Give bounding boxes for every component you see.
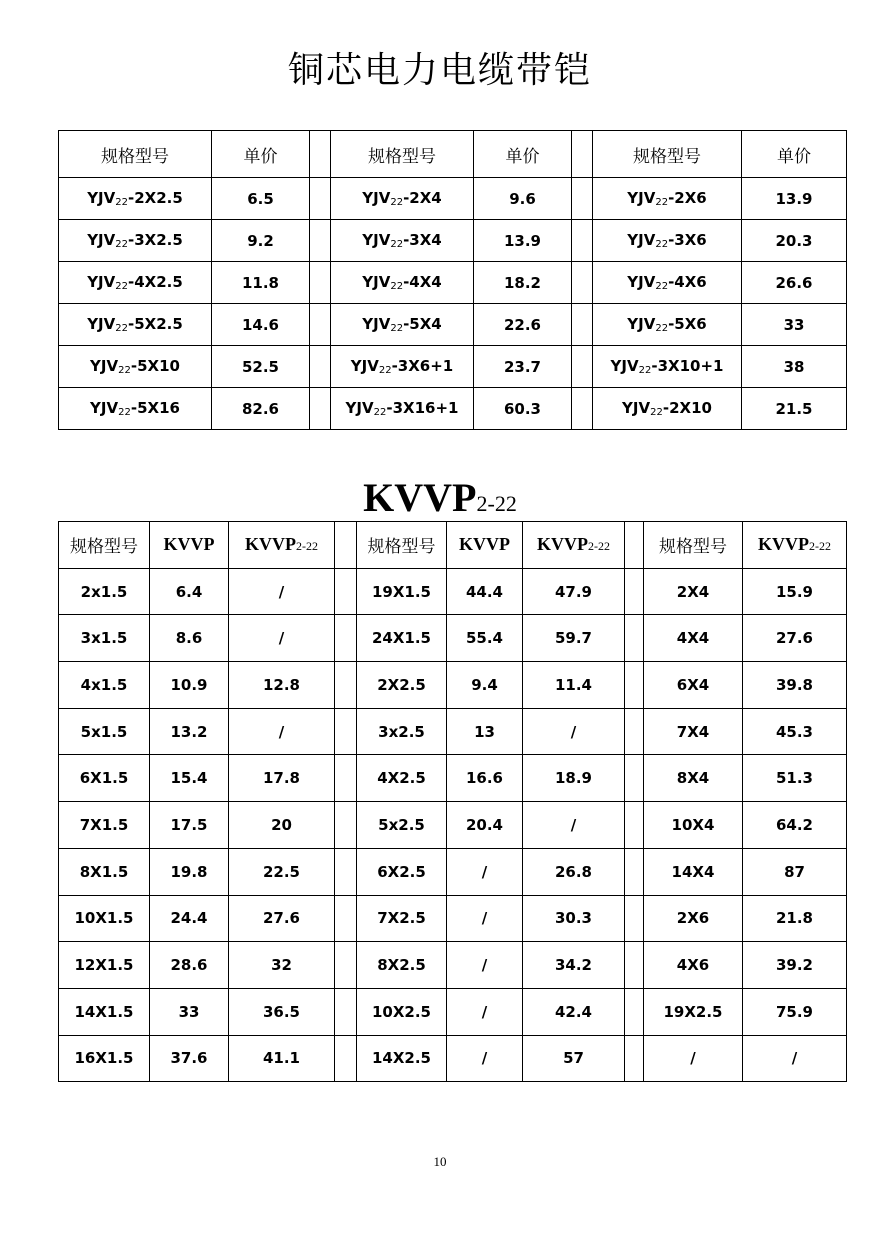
price-cell: 26.6 (742, 262, 847, 304)
kvvp-price-cell: 44.4 (447, 568, 523, 615)
spec-cell: 10X1.5 (59, 895, 150, 942)
spec-cell: 12X1.5 (59, 942, 150, 989)
spec-cell: 8X2.5 (357, 942, 447, 989)
kvvp2-22-price-cell: 34.2 (523, 942, 625, 989)
header-kvvp2-main: KVVP (245, 534, 296, 555)
kvvp-price-cell: 15.4 (150, 755, 229, 802)
model-prefix: YJV (610, 357, 639, 375)
kvvp-price-cell: 19.8 (150, 848, 229, 895)
kvvp2-22-price-cell: 47.9 (523, 568, 625, 615)
column-gap (335, 988, 357, 1035)
column-gap (310, 220, 331, 262)
kvvp2-22-price-cell: 87 (743, 848, 847, 895)
model-cell (59, 346, 212, 388)
model-subscript: 22 (655, 323, 669, 334)
price-cell: 60.3 (474, 388, 572, 430)
column-gap (335, 755, 357, 802)
model-spec: -3X6+1 (391, 357, 454, 375)
model-prefix: YJV (362, 315, 391, 333)
column-gap (335, 522, 357, 569)
kvvp-price-cell: 55.4 (447, 615, 523, 662)
kvvp2-22-price-cell: 12.8 (229, 662, 335, 709)
spec-cell: 3x2.5 (357, 708, 447, 755)
table-row (59, 848, 847, 895)
model-subscript: 22 (115, 323, 128, 334)
kvvp2-22-price-cell: 45.3 (743, 708, 847, 755)
kvvp-section-title (0, 474, 880, 522)
kvvp2-22-price-cell: / (743, 1035, 847, 1082)
kvvp-price-cell: 8.6 (150, 615, 229, 662)
kvvp-price-cell: 33 (150, 988, 229, 1035)
kvvp2-22-price-cell: 18.9 (523, 755, 625, 802)
spec-cell: 2X4 (644, 568, 743, 615)
kvvp2-22-price-cell: / (229, 568, 335, 615)
model-prefix: YJV (87, 189, 116, 207)
table-row (59, 568, 847, 615)
model-subscript: 22 (650, 407, 663, 418)
spec-cell: 14X2.5 (357, 1035, 447, 1082)
model-cell (59, 388, 212, 430)
model-cell (593, 388, 742, 430)
spec-cell: 4X2.5 (357, 755, 447, 802)
model-subscript: 22 (390, 197, 404, 208)
spec-cell: 4x1.5 (59, 662, 150, 709)
kvvp-price-cell: 16.6 (447, 755, 523, 802)
kvvp-price-cell: / (447, 848, 523, 895)
column-gap (310, 304, 331, 346)
price-cell: 9.2 (212, 220, 310, 262)
kvvp2-22-price-cell: 75.9 (743, 988, 847, 1035)
price-cell: 82.6 (212, 388, 310, 430)
model-spec: -4X6 (668, 273, 707, 291)
kvvp-price-cell: / (447, 895, 523, 942)
model-spec: -5X10 (130, 357, 180, 375)
model-prefix: YJV (87, 231, 116, 249)
yjv22-price-table (58, 130, 847, 430)
kvvp-title-main: KVVP (363, 475, 477, 520)
model-subscript: 22 (655, 281, 669, 292)
model-cell (593, 346, 742, 388)
model-prefix: YJV (90, 357, 119, 375)
column-gap (625, 895, 644, 942)
model-spec: -3X10+1 (651, 357, 724, 375)
spec-cell: 19X1.5 (357, 568, 447, 615)
column-gap (625, 802, 644, 849)
column-gap (625, 662, 644, 709)
column-gap (572, 346, 593, 388)
model-spec: -5X4 (403, 315, 442, 333)
column-gap (625, 1035, 644, 1082)
column-gap (310, 131, 331, 178)
kvvp2-22-price-cell: 15.9 (743, 568, 847, 615)
table-row (59, 178, 847, 220)
price-cell: 23.7 (474, 346, 572, 388)
model-subscript: 22 (115, 281, 128, 292)
spec-cell: 19X2.5 (644, 988, 743, 1035)
model-cell (593, 220, 742, 262)
column-gap (335, 942, 357, 989)
model-prefix: YJV (627, 231, 656, 249)
column-gap (572, 388, 593, 430)
model-spec: -4X2.5 (127, 273, 183, 291)
model-prefix: YJV (87, 273, 116, 291)
spec-cell: 2X2.5 (357, 662, 447, 709)
header-spec: 规格型号 (59, 522, 150, 569)
model-subscript: 22 (655, 239, 669, 250)
model-prefix: YJV (622, 399, 651, 417)
price-cell: 11.8 (212, 262, 310, 304)
kvvp-price-cell: / (447, 942, 523, 989)
kvvp2-22-price-cell: / (523, 802, 625, 849)
spec-cell: 5x2.5 (357, 802, 447, 849)
column-gap (310, 346, 331, 388)
kvvp-price-cell: 28.6 (150, 942, 229, 989)
spec-cell: / (644, 1035, 743, 1082)
table-row (59, 988, 847, 1035)
header-kvvp: KVVP (150, 522, 229, 569)
header-kvvp2-sub: 2-22 (809, 539, 831, 554)
price-cell: 33 (742, 304, 847, 346)
column-gap (335, 662, 357, 709)
spec-cell: 4X4 (644, 615, 743, 662)
kvvp2-22-price-cell: 51.3 (743, 755, 847, 802)
table-row (59, 802, 847, 849)
table-row (59, 708, 847, 755)
model-cell (59, 178, 212, 220)
model-cell (331, 388, 474, 430)
model-spec: -5X16 (130, 399, 180, 417)
column-gap (335, 895, 357, 942)
price-cell: 9.6 (474, 178, 572, 220)
price-cell: 13.9 (742, 178, 847, 220)
kvvp2-22-price-cell: 39.2 (743, 942, 847, 989)
header-kvvp2-22 (523, 522, 625, 569)
kvvp2-22-price-cell: 30.3 (523, 895, 625, 942)
spec-cell: 10X2.5 (357, 988, 447, 1035)
model-prefix: YJV (90, 399, 119, 417)
model-subscript: 22 (115, 239, 128, 250)
model-spec: -5X6 (668, 315, 707, 333)
model-cell (59, 262, 212, 304)
kvvp-price-cell: 17.5 (150, 802, 229, 849)
model-subscript: 22 (378, 365, 392, 376)
column-gap (572, 304, 593, 346)
model-subscript: 22 (118, 407, 131, 418)
model-spec: -4X4 (403, 273, 442, 291)
kvvp2-22-price-cell: 20 (229, 802, 335, 849)
kvvp2-22-price-cell: 59.7 (523, 615, 625, 662)
table-row (59, 895, 847, 942)
model-spec: -2X4 (403, 189, 442, 207)
spec-cell: 8X1.5 (59, 848, 150, 895)
column-gap (572, 131, 593, 178)
model-prefix: YJV (627, 315, 656, 333)
model-cell (593, 304, 742, 346)
table-row (59, 220, 847, 262)
table-row (59, 755, 847, 802)
column-gap (310, 262, 331, 304)
table-row (59, 304, 847, 346)
column-gap (335, 848, 357, 895)
spec-cell: 4X6 (644, 942, 743, 989)
kvvp-price-cell: 24.4 (150, 895, 229, 942)
header-kvvp2-22 (743, 522, 847, 569)
table-row (59, 1035, 847, 1082)
header-spec: 规格型号 (331, 131, 474, 178)
kvvp2-22-price-cell: 22.5 (229, 848, 335, 895)
model-spec: -2X6 (668, 189, 707, 207)
model-prefix: YJV (362, 189, 391, 207)
table-row (59, 662, 847, 709)
column-gap (572, 220, 593, 262)
header-spec: 规格型号 (357, 522, 447, 569)
price-cell: 6.5 (212, 178, 310, 220)
model-cell (59, 304, 212, 346)
header-price: 单价 (474, 131, 572, 178)
table-row (59, 346, 847, 388)
kvvp2-22-price-cell: 27.6 (743, 615, 847, 662)
price-cell: 22.6 (474, 304, 572, 346)
model-spec: -3X2.5 (127, 231, 183, 249)
spec-cell: 8X4 (644, 755, 743, 802)
header-spec: 规格型号 (644, 522, 743, 569)
kvvp2-22-price-cell: 26.8 (523, 848, 625, 895)
price-cell: 13.9 (474, 220, 572, 262)
header-kvvp2-main: KVVP (758, 534, 809, 555)
kvvp2-22-price-cell: 42.4 (523, 988, 625, 1035)
model-prefix: YJV (362, 273, 391, 291)
kvvp2-22-price-cell: 17.8 (229, 755, 335, 802)
kvvp2-22-price-cell: 27.6 (229, 895, 335, 942)
kvvp-title-sub: 2-22 (476, 491, 517, 516)
model-prefix: YJV (350, 357, 379, 375)
kvvp2-22-price-cell: 21.8 (743, 895, 847, 942)
spec-cell: 6X4 (644, 662, 743, 709)
price-cell: 38 (742, 346, 847, 388)
model-subscript: 22 (390, 281, 404, 292)
kvvp-price-cell: 20.4 (447, 802, 523, 849)
spec-cell: 6X2.5 (357, 848, 447, 895)
page-title: 铜芯电力电缆带铠 (287, 50, 592, 91)
column-gap (625, 942, 644, 989)
column-gap (310, 178, 331, 220)
column-gap (625, 615, 644, 662)
model-spec: -2X2.5 (127, 189, 183, 207)
column-gap (310, 388, 331, 430)
table-row (59, 615, 847, 662)
header-spec: 规格型号 (59, 131, 212, 178)
model-cell (331, 220, 474, 262)
column-gap (572, 262, 593, 304)
spec-cell: 14X1.5 (59, 988, 150, 1035)
column-gap (625, 568, 644, 615)
kvvp2-22-price-cell: 32 (229, 942, 335, 989)
model-cell (331, 178, 474, 220)
kvvp2-22-price-cell: 57 (523, 1035, 625, 1082)
model-spec: -2X10 (662, 399, 712, 417)
spec-cell: 3x1.5 (59, 615, 150, 662)
spec-cell: 14X4 (644, 848, 743, 895)
model-prefix: YJV (627, 189, 656, 207)
model-spec: -3X6 (668, 231, 707, 249)
spec-cell: 6X1.5 (59, 755, 150, 802)
kvvp2-22-price-cell: 36.5 (229, 988, 335, 1035)
table-header-row (59, 131, 847, 178)
header-spec: 规格型号 (593, 131, 742, 178)
header-kvvp2-sub: 2-22 (588, 539, 610, 554)
table-row (59, 942, 847, 989)
model-prefix: YJV (87, 315, 116, 333)
page-number: 10 (433, 1154, 447, 1169)
column-gap (335, 802, 357, 849)
column-gap (625, 848, 644, 895)
price-cell: 14.6 (212, 304, 310, 346)
model-subscript: 22 (373, 407, 387, 418)
price-cell: 18.2 (474, 262, 572, 304)
model-spec: -3X16+1 (386, 399, 459, 417)
column-gap (625, 522, 644, 569)
price-cell: 20.3 (742, 220, 847, 262)
table-header-row (59, 522, 847, 569)
spec-cell: 7X4 (644, 708, 743, 755)
kvvp-price-cell: / (447, 1035, 523, 1082)
kvvp-price-cell: / (447, 988, 523, 1035)
kvvp-price-table (58, 521, 847, 1082)
kvvp-price-cell: 6.4 (150, 568, 229, 615)
kvvp-price-cell: 37.6 (150, 1035, 229, 1082)
spec-cell: 16X1.5 (59, 1035, 150, 1082)
model-spec: -5X2.5 (127, 315, 183, 333)
header-kvvp2-main: KVVP (537, 534, 588, 555)
kvvp2-22-price-cell: / (229, 615, 335, 662)
model-cell (331, 262, 474, 304)
kvvp2-22-price-cell: / (523, 708, 625, 755)
price-cell: 21.5 (742, 388, 847, 430)
model-subscript: 22 (655, 197, 669, 208)
model-cell (59, 220, 212, 262)
header-price: 单价 (742, 131, 847, 178)
spec-cell: 10X4 (644, 802, 743, 849)
spec-cell: 5x1.5 (59, 708, 150, 755)
model-subscript: 22 (390, 323, 404, 334)
kvvp2-22-price-cell: 64.2 (743, 802, 847, 849)
model-cell (593, 178, 742, 220)
spec-cell: 2X6 (644, 895, 743, 942)
price-cell: 52.5 (212, 346, 310, 388)
column-gap (625, 988, 644, 1035)
kvvp-price-cell: 13 (447, 708, 523, 755)
spec-cell: 2x1.5 (59, 568, 150, 615)
model-subscript: 22 (115, 197, 128, 208)
column-gap (625, 708, 644, 755)
column-gap (335, 708, 357, 755)
table-row (59, 262, 847, 304)
model-prefix: YJV (345, 399, 374, 417)
spec-cell: 7X2.5 (357, 895, 447, 942)
header-kvvp: KVVP (447, 522, 523, 569)
model-spec: -3X4 (403, 231, 442, 249)
kvvp2-22-price-cell: 39.8 (743, 662, 847, 709)
kvvp2-22-price-cell: 41.1 (229, 1035, 335, 1082)
spec-cell: 7X1.5 (59, 802, 150, 849)
model-subscript: 22 (390, 239, 404, 250)
model-prefix: YJV (362, 231, 391, 249)
model-cell (331, 346, 474, 388)
header-kvvp2-sub: 2-22 (296, 539, 318, 554)
kvvp-price-cell: 10.9 (150, 662, 229, 709)
kvvp2-22-price-cell: / (229, 708, 335, 755)
header-kvvp2-22 (229, 522, 335, 569)
column-gap (335, 615, 357, 662)
model-prefix: YJV (627, 273, 656, 291)
spec-cell: 24X1.5 (357, 615, 447, 662)
kvvp2-22-price-cell: 11.4 (523, 662, 625, 709)
column-gap (625, 755, 644, 802)
kvvp-price-cell: 9.4 (447, 662, 523, 709)
model-subscript: 22 (638, 365, 652, 376)
column-gap (335, 568, 357, 615)
model-cell (331, 304, 474, 346)
table-row (59, 388, 847, 430)
column-gap (335, 1035, 357, 1082)
header-price: 单价 (212, 131, 310, 178)
kvvp-price-cell: 13.2 (150, 708, 229, 755)
model-cell (593, 262, 742, 304)
model-subscript: 22 (118, 365, 131, 376)
column-gap (572, 178, 593, 220)
